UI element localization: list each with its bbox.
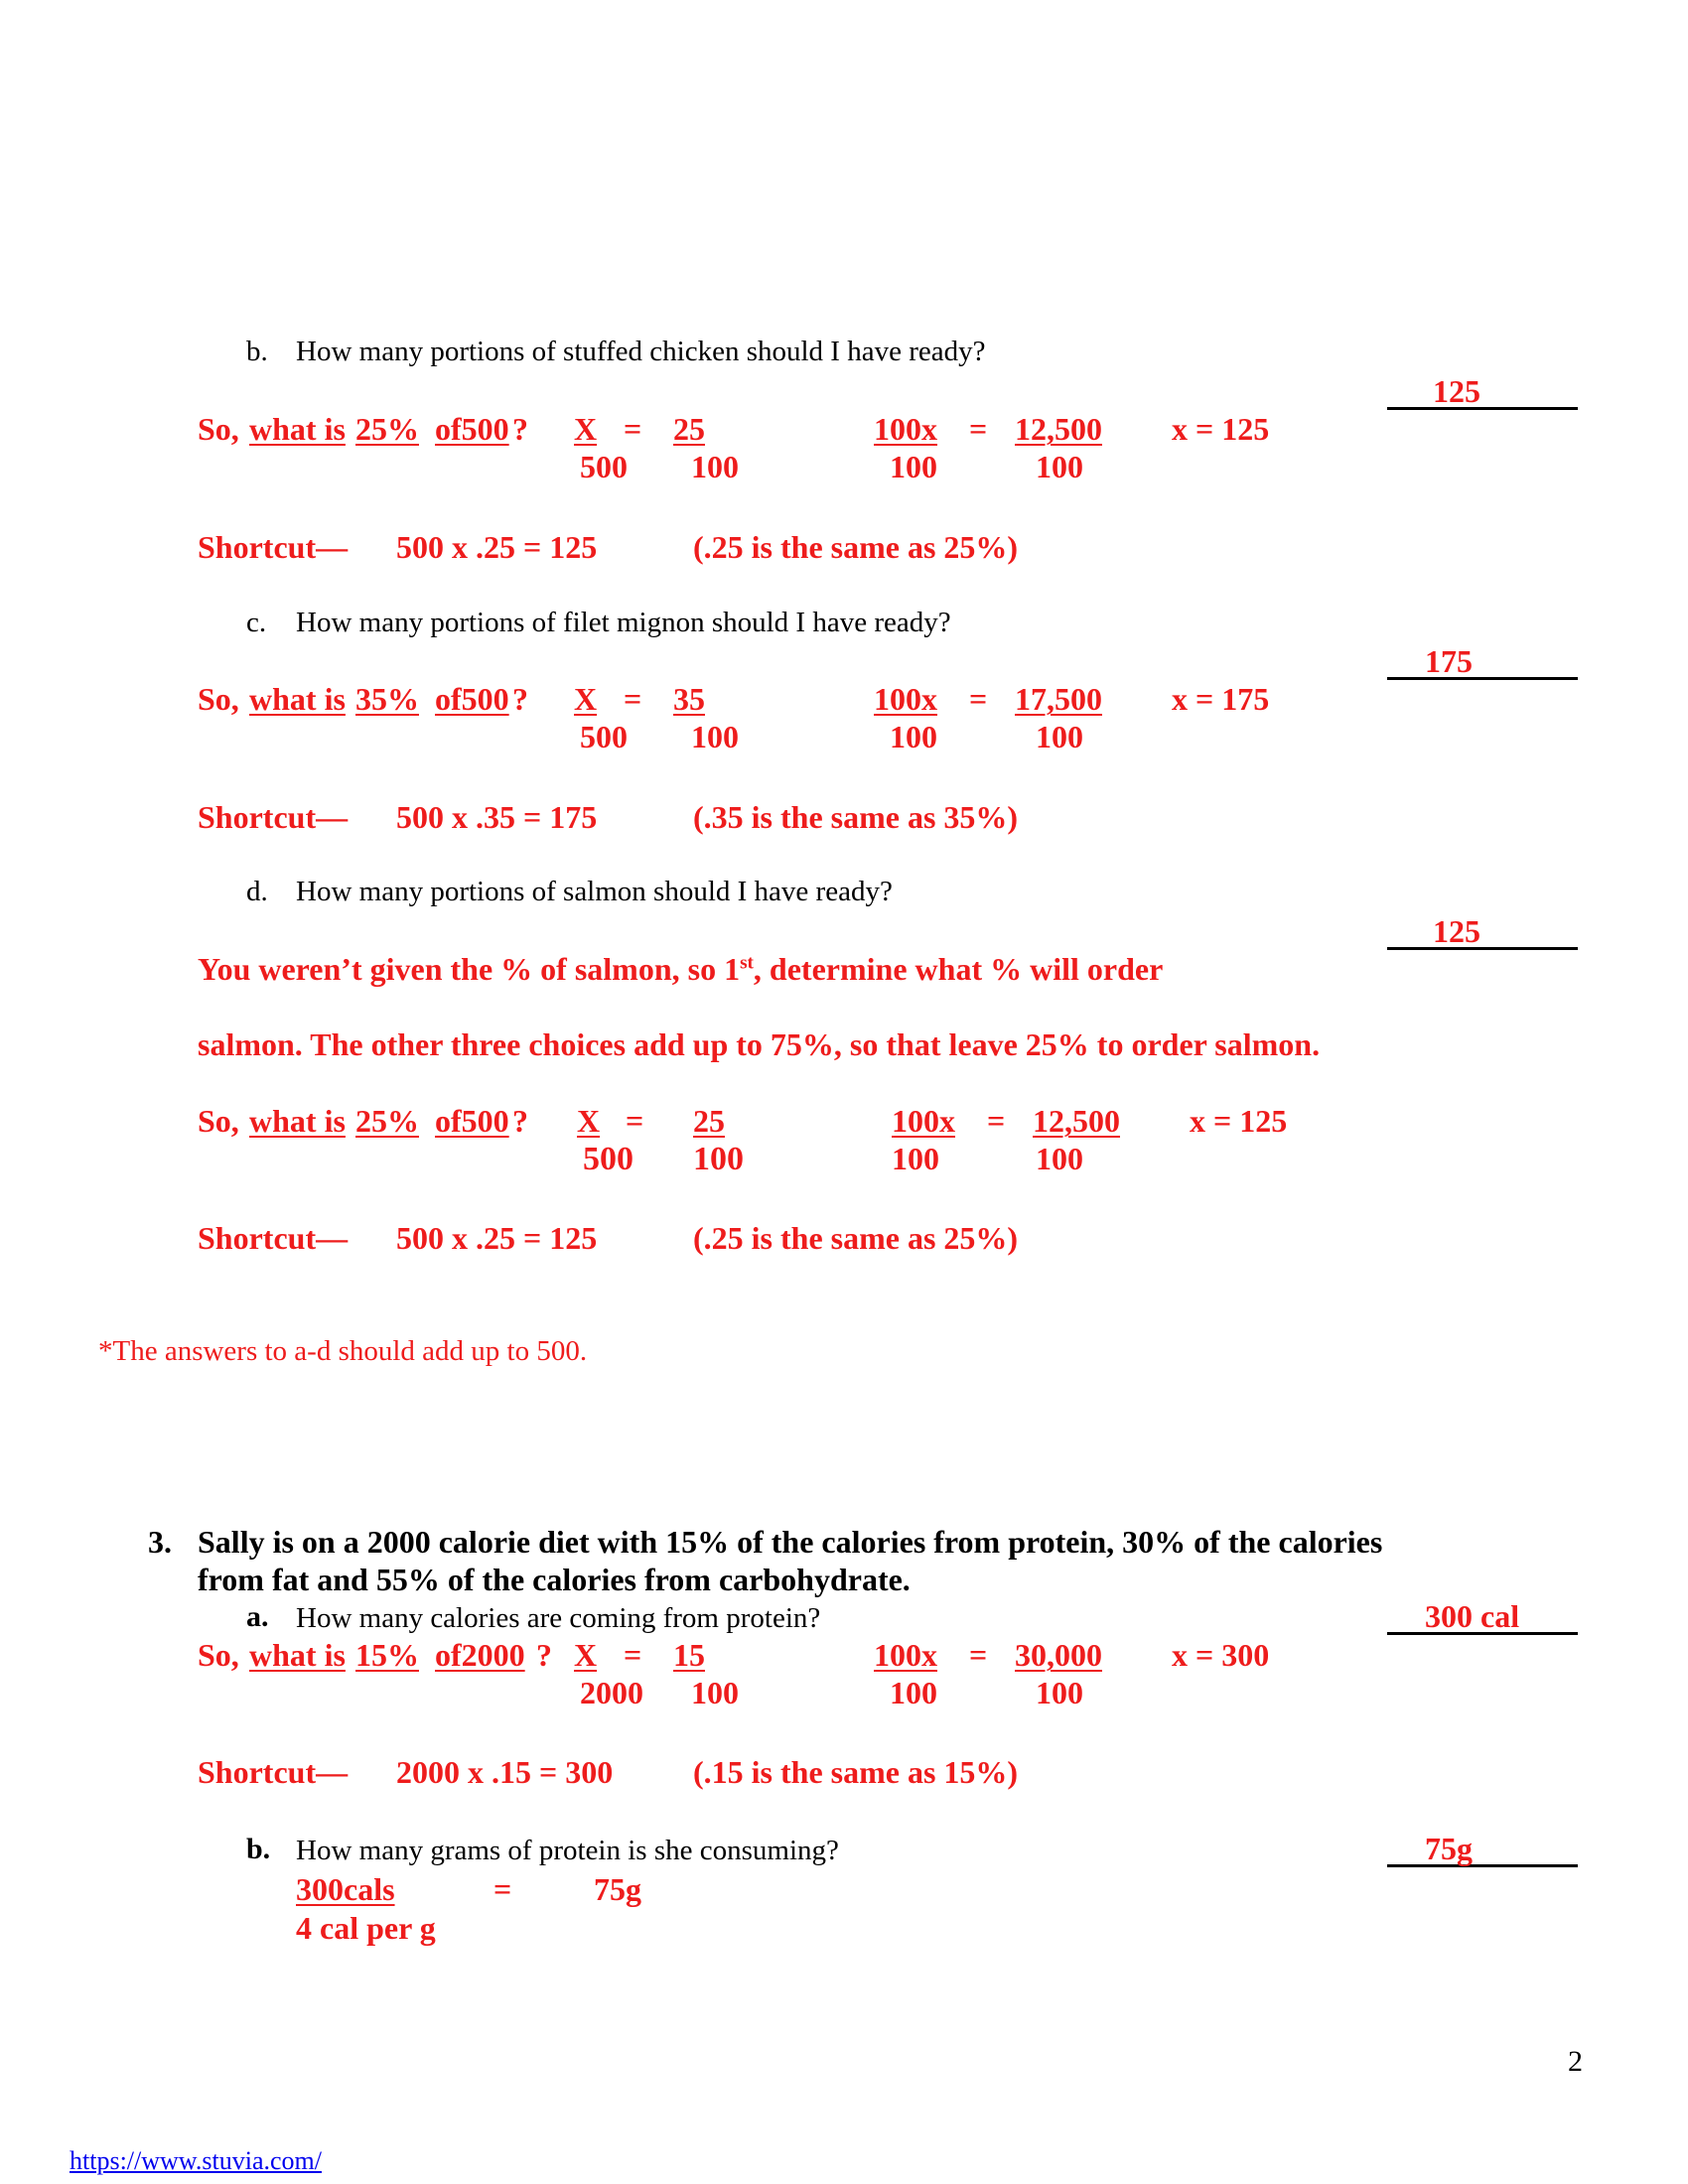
fraction1-d-den2: 100: [693, 1141, 744, 1177]
q3b-eq: =: [493, 1871, 512, 1907]
setup-d-of: of500: [435, 1103, 509, 1139]
setup-b-qmark: ?: [512, 411, 528, 447]
question-d-text: How many portions of salmon should I have ready?: [296, 876, 893, 907]
fraction2-d-den1: 100: [892, 1141, 939, 1176]
answer-b: 125: [1433, 373, 1480, 409]
result-3a: x = 300: [1172, 1637, 1270, 1673]
fraction1-d-num: X: [577, 1103, 601, 1139]
explanation-sup: st: [740, 952, 754, 974]
fraction2-b-eq: =: [969, 411, 988, 447]
explanation-line-2: salmon. The other three choices add up to 75%, so that leave 25% to order salmon.: [198, 1026, 1321, 1062]
setup-3a-of: of2000: [435, 1637, 525, 1673]
answer-c: 175: [1425, 643, 1473, 679]
shortcut-d-note: (.25 is the same as 25%): [693, 1220, 1019, 1256]
fraction1-b-eq: =: [624, 411, 642, 447]
setup-c-percent: 35%: [355, 681, 419, 717]
question-c-text: How many portions of filet mignon should I have ready?: [296, 607, 951, 638]
q3b-denominator: 4 cal per g: [296, 1910, 436, 1946]
fraction1-c-den1: 500: [580, 719, 628, 754]
fraction2-b-num: 100x: [874, 411, 937, 447]
fraction1-c-num2: 35: [673, 681, 705, 717]
setup-c-so: So,: [198, 681, 239, 717]
fraction1-3a-den2: 100: [691, 1675, 739, 1710]
question-b-label: b.: [246, 336, 268, 367]
q3b-result: 75g: [594, 1871, 641, 1907]
fraction2-d-num2: 12,500: [1033, 1103, 1120, 1139]
answer-3b: 75g: [1425, 1831, 1473, 1866]
fraction2-3a-den2: 100: [1036, 1675, 1083, 1710]
q3-line-1: Sally is on a 2000 calorie diet with 15% of the calories from protein, 30% of the calories: [198, 1524, 1383, 1560]
question-c-label: c.: [246, 607, 267, 638]
q3b-numerator: 300cals: [296, 1871, 395, 1907]
q3b-question: How many grams of protein is she consuming?: [296, 1835, 839, 1866]
answer-blank-b: [1387, 375, 1578, 410]
question-b-text: How many portions of stuffed chicken should I have ready?: [296, 336, 986, 367]
shortcut-b-label: Shortcut—: [198, 529, 349, 565]
setup-c-of: of500: [435, 681, 509, 717]
fraction2-d-eq: =: [987, 1103, 1006, 1139]
fraction2-d-num: 100x: [892, 1103, 955, 1139]
q3-number: 3.: [148, 1524, 172, 1560]
answer-d: 125: [1433, 913, 1480, 949]
explanation-line-1b: , determine what % will order: [753, 951, 1164, 987]
shortcut-c-note: (.35 is the same as 35%): [693, 799, 1019, 835]
fraction1-3a-num: X: [574, 1637, 598, 1673]
page-number: 2: [1568, 2045, 1583, 2078]
result-b: x = 125: [1172, 411, 1270, 447]
shortcut-d-calc: 500 x .25 = 125: [396, 1220, 598, 1256]
result-d: x = 125: [1190, 1103, 1288, 1139]
setup-3a-what-is: what is: [249, 1637, 346, 1673]
shortcut-d-label: Shortcut—: [198, 1220, 349, 1256]
shortcut-b-calc: 500 x .25 = 125: [396, 529, 598, 565]
setup-d-qmark: ?: [512, 1103, 528, 1139]
setup-3a-percent: 15%: [355, 1637, 419, 1673]
fraction2-b-num2: 12,500: [1015, 411, 1102, 447]
fraction2-d-den2: 100: [1036, 1141, 1083, 1176]
q3a-question: How many calories are coming from protein?: [296, 1602, 821, 1634]
setup-d-what-is: what is: [249, 1103, 346, 1139]
answer-blank-3b: [1387, 1833, 1578, 1867]
fraction1-3a-eq: =: [624, 1637, 642, 1673]
fraction2-3a-eq: =: [969, 1637, 988, 1673]
setup-c-qmark: ?: [512, 681, 528, 717]
result-c: x = 175: [1172, 681, 1270, 717]
shortcut-3a-calc: 2000 x .15 = 300: [396, 1754, 614, 1790]
fraction2-b-den2: 100: [1036, 449, 1083, 484]
answer-blank-3a: [1387, 1600, 1578, 1635]
fraction2-c-den1: 100: [890, 719, 937, 754]
fraction2-c-den2: 100: [1036, 719, 1083, 754]
answer-blank-c: [1387, 645, 1578, 680]
setup-3a-qmark: ?: [536, 1637, 552, 1673]
fraction1-d-eq: =: [626, 1103, 644, 1139]
q3-line-2: from fat and 55% of the calories from carbohydrate.: [198, 1562, 911, 1597]
setup-b-what-is: what is: [249, 411, 346, 447]
shortcut-c-label: Shortcut—: [198, 799, 349, 835]
fraction1-d-den1: 500: [583, 1141, 633, 1177]
fraction2-3a-den1: 100: [890, 1675, 937, 1710]
sum-note: *The answers to a-d should add up to 500.: [98, 1335, 588, 1367]
setup-3a-so: So,: [198, 1637, 239, 1673]
fraction2-3a-num: 100x: [874, 1637, 937, 1673]
fraction1-b-den2: 100: [691, 449, 739, 484]
fraction1-3a-den1: 2000: [580, 1675, 643, 1710]
setup-c-what-is: what is: [249, 681, 346, 717]
fraction1-b-num: X: [574, 411, 598, 447]
setup-b-so: So,: [198, 411, 239, 447]
fraction1-c-num: X: [574, 681, 598, 717]
explanation-line-1: [198, 953, 1163, 985]
shortcut-b-note: (.25 is the same as 25%): [693, 529, 1019, 565]
setup-b-percent: 25%: [355, 411, 419, 447]
shortcut-3a-note: (.15 is the same as 15%): [693, 1754, 1019, 1790]
fraction1-b-den1: 500: [580, 449, 628, 484]
fraction1-c-eq: =: [624, 681, 642, 717]
fraction2-b-den1: 100: [890, 449, 937, 484]
fraction2-c-num: 100x: [874, 681, 937, 717]
fraction1-c-den2: 100: [691, 719, 739, 754]
fraction2-c-eq: =: [969, 681, 988, 717]
shortcut-c-calc: 500 x .35 = 175: [396, 799, 598, 835]
fraction2-3a-num2: 30,000: [1015, 1637, 1102, 1673]
setup-d-so: So,: [198, 1103, 239, 1139]
setup-b-of: of500: [435, 411, 509, 447]
fraction1-b-num2: 25: [673, 411, 705, 447]
fraction1-d-num2: 25: [693, 1103, 725, 1139]
setup-d-percent: 25%: [355, 1103, 419, 1139]
fraction1-3a-num2: 15: [673, 1637, 705, 1673]
q3a-label: a.: [246, 1600, 269, 1633]
question-d-label: d.: [246, 876, 268, 907]
answer-3a: 300 cal: [1425, 1598, 1520, 1634]
explanation-line-1a: You weren’t given the % of salmon, so 1: [198, 951, 741, 987]
fraction2-c-num2: 17,500: [1015, 681, 1102, 717]
q3b-label: b.: [246, 1833, 271, 1865]
shortcut-3a-label: Shortcut—: [198, 1754, 349, 1790]
footer-link[interactable]: https://www.stuvia.com/: [70, 2146, 322, 2175]
answer-blank-d: [1387, 915, 1578, 950]
